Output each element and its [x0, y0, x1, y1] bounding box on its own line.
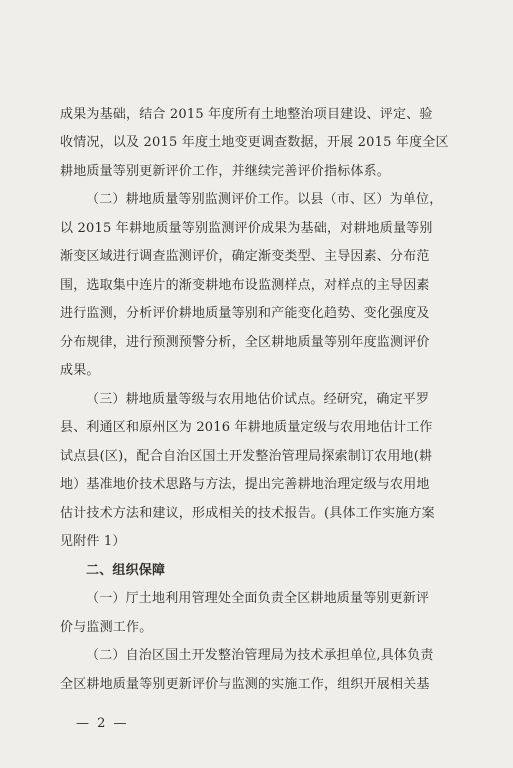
text-line-3: 耕地质量等别更新评价工作，并继续完善评价指标体系。 [60, 164, 391, 179]
text-line-14: 地）基准地价技术思路与方法，提出完善耕地治理定级与农用地 [60, 477, 430, 492]
text-line-13: 试点县(区)，配合自治区国土开发整治管理局探索制订农用地(耕 [60, 449, 433, 464]
text-line-1: 成果为基础，结合 2015 年度所有土地整治项目建设、评定、验 [60, 107, 433, 122]
text-line-9: 分布规律，进行预测预警分析，全区耕地质量等别年度监测评价 [60, 335, 430, 350]
section-heading-organization: 二、组织保障 [86, 563, 166, 578]
text-line-18: （一）厅土地利用管理处全面负责全区耕地质量等别更新评 [86, 591, 430, 606]
text-line-21: 全区耕地质量等别更新评价与监测的实施工作，组织开展相关基 [60, 677, 430, 692]
text-line-10: 成果。 [60, 363, 100, 378]
text-line-16: 见附件 1） [60, 534, 126, 549]
text-line-12: 县、利通区和原州区为 2016 年耕地质量定级与农用地估计工作 [60, 420, 433, 435]
text-line-15: 估计技术方法和建议，形成相关的技术报告。(具体工作实施方案 [60, 506, 435, 521]
text-line-20: （二）自治区国土开发整治管理局为技术承担单位,具体负责 [86, 648, 434, 663]
section-item-3: （三）耕地质量等级与农用地估价试点。经研究，确定平罗 [86, 392, 430, 407]
page-number: — 2 — [76, 716, 129, 731]
text-line-6: 渐变区域进行调查监测评价，确定渐变类型、主导因素、分布范 [60, 249, 430, 264]
text-line-8: 进行监测，分析评价耕地质量等别和产能变化趋势、变化强度及 [60, 306, 430, 321]
text-line-19: 价与监测工作。 [60, 620, 153, 635]
section-item-2: （二）耕地质量等别监测评价工作。以县（市、区）为单位， [86, 192, 443, 207]
text-line-2: 收情况，以及 2015 年度土地变更调查数据，开展 2015 年度全区 [60, 135, 449, 150]
text-line-5: 以 2015 年耕地质量等别监测评价成果为基础，对耕地质量等别 [60, 221, 433, 236]
text-line-7: 围，选取集中连片的渐变耕地布设监测样点，对样点的主导因素 [60, 278, 430, 293]
